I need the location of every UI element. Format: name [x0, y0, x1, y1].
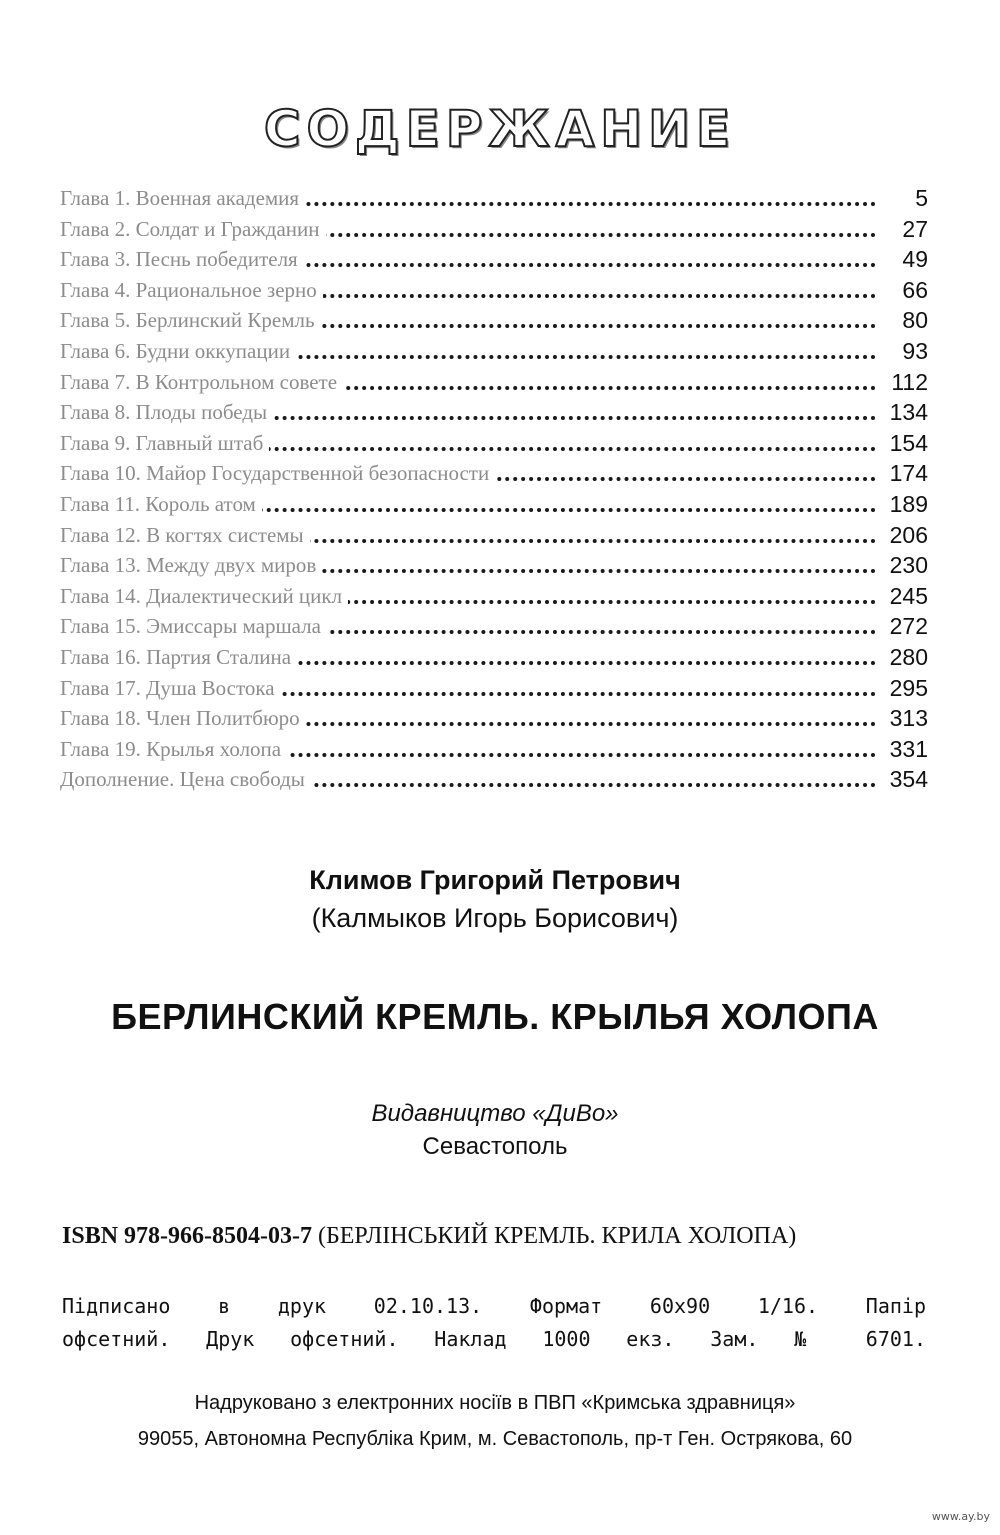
isbn-title: (БЕРЛІНСЬКИЙ КРЕМЛЬ. КРИЛА ХОЛОПА)	[312, 1223, 797, 1249]
toc-entry-page: 354	[884, 764, 928, 795]
toc-entry-label: Глава 9. Главный штаб	[60, 428, 269, 459]
toc-entry-page: 313	[884, 703, 928, 734]
toc-entry-page: 112	[885, 367, 928, 398]
toc-entry-page: 206	[884, 520, 928, 551]
toc-entry	[60, 764, 928, 795]
toc-entry-label: Глава 18. Член Политбюро	[60, 703, 306, 734]
toc-entry	[60, 550, 928, 581]
toc-entry-label: Глава 16. Партия Сталина	[60, 642, 297, 673]
print-info-line-2: офсетний. Друк офсетний. Наклад 1000 екз. Зам. № 6701.	[62, 1327, 926, 1351]
toc-entry-label: Глава 6. Будни оккупации	[60, 336, 296, 367]
toc-entry-page: 154	[884, 428, 928, 459]
toc-entry	[60, 520, 928, 551]
toc-entry-label: Глава 17. Душа Востока	[60, 673, 281, 704]
toc-entry	[60, 305, 928, 336]
print-info-line-1: Підписано в друк 02.10.13. Формат 60x90 1/16. Папір	[62, 1294, 926, 1318]
toc-entry-page: 5	[909, 183, 928, 214]
toc-entry	[60, 673, 928, 704]
publisher: Видавництво «ДиВо»	[371, 1100, 619, 1127]
toc-entry	[60, 489, 928, 520]
toc-entry	[60, 397, 928, 428]
toc-entry-page: 230	[884, 550, 928, 581]
toc-entry-page: 27	[896, 214, 928, 245]
toc-entry	[60, 581, 928, 612]
toc-entry-label: Глава 2. Солдат и Гражданин	[60, 214, 326, 245]
toc-entry-page: 134	[884, 397, 928, 428]
toc-entry-label: Глава 7. В Контрольном совете	[60, 367, 343, 398]
isbn-number: ISBN 978-966-8504-03-7	[62, 1223, 312, 1249]
toc-entry-label: Глава 15. Эмиссары маршала	[60, 611, 327, 642]
toc-entry-page: 49	[896, 244, 928, 275]
author-name: Климов Григорий Петрович	[309, 865, 681, 895]
toc-entry-label: Глава 14. Диалектический цикл	[60, 581, 348, 612]
toc-entry-label: Глава 3. Песнь победителя	[60, 244, 304, 275]
toc-entry-label: Глава 10. Майор Государственной безопасности	[60, 458, 495, 489]
toc-entry-page: 66	[896, 275, 928, 306]
toc-entry	[60, 734, 928, 765]
toc-entry	[60, 367, 928, 398]
toc-entry	[60, 183, 928, 214]
toc-entry-page: 331	[884, 734, 928, 765]
toc-entry	[60, 428, 928, 459]
toc-entry	[60, 336, 928, 367]
toc-entry-label: Дополнение. Цена свободы	[60, 764, 311, 795]
printer-line-2: 99055, Автономна Республіка Крим, м. Севастополь, пр-т Ген. Острякова, 60	[137, 1428, 853, 1450]
toc-entry-label: Глава 5. Берлинский Кремль	[60, 305, 321, 336]
toc-entry-page: 93	[896, 336, 928, 367]
toc-entry-page: 80	[896, 305, 928, 336]
book-title: БЕРЛИНСКИЙ КРЕМЛЬ. КРЫЛЬЯ ХОЛОПА	[111, 996, 879, 1037]
publisher-city: Севастополь	[422, 1133, 568, 1160]
toc-entry-page: 174	[884, 458, 928, 489]
toc-entry-page: 245	[884, 581, 928, 612]
toc-entry	[60, 275, 928, 306]
print-info	[62, 1290, 926, 1356]
toc-entry-page: 189	[884, 489, 928, 520]
toc-entry-label: Глава 1. Военная академия	[60, 183, 305, 214]
table-of-contents	[60, 183, 928, 795]
toc-entry-label: Глава 19. Крылья холопа	[60, 734, 287, 765]
toc-entry	[60, 703, 928, 734]
toc-entry-label: Глава 8. Плоды победы	[60, 397, 273, 428]
toc-entry-page: 280	[884, 642, 928, 673]
toc-entry	[60, 214, 928, 245]
author-real-name: (Калмыков Игорь Борисович)	[311, 903, 679, 933]
toc-entry	[60, 642, 928, 673]
watermark: www.ay.by	[931, 1510, 990, 1523]
toc-entry	[60, 611, 928, 642]
isbn-line	[62, 1223, 932, 1250]
toc-entry	[60, 458, 928, 489]
toc-entry	[60, 244, 928, 275]
toc-entry-label: Глава 13. Между двух миров	[60, 550, 322, 581]
printer-line-1: Надруковано з електронних носіїв в ПВП «Кримська здравниця»	[194, 1392, 796, 1414]
toc-entry-label: Глава 12. В когтях системы	[60, 520, 310, 551]
toc-entry-label: Глава 11. Король атом	[60, 489, 262, 520]
toc-entry-page: 272	[884, 611, 928, 642]
toc-entry-label: Глава 4. Рациональное зерно	[60, 275, 323, 306]
toc-entry-page: 295	[884, 673, 928, 704]
toc-title: СОДЕРЖАНИЕ	[263, 100, 737, 158]
